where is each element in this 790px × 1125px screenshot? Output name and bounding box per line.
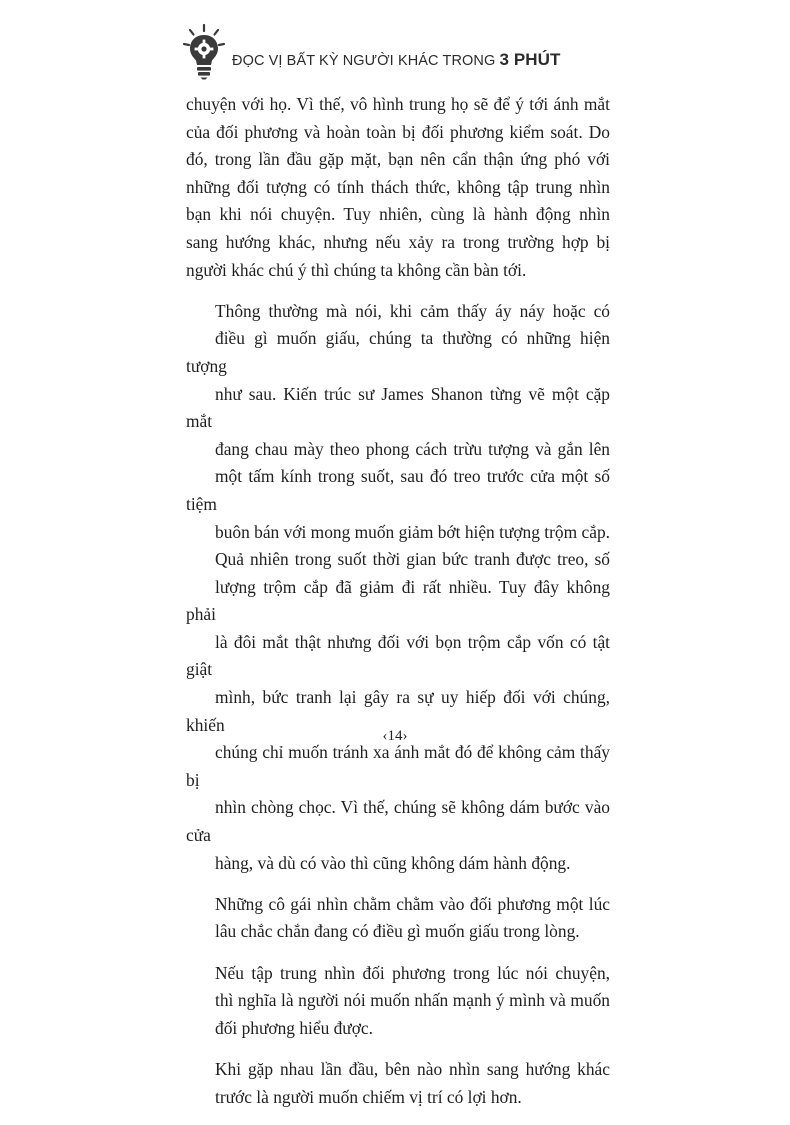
text-line: bạn khi nói chuyện. Tuy nhiên, cùng là hành động nhìn: [186, 204, 610, 225]
text-line: một tấm kính trong suốt, sau đó treo trước cửa một số tiệm: [186, 466, 610, 514]
header-title-emphasis: 3 PHÚT: [499, 50, 561, 69]
text-line: mình, bức tranh lại gây ra sự uy hiếp đối với chúng, khiến: [186, 687, 610, 735]
text-line: chúng chỉ muốn tránh xa ánh mắt đó để không cảm thấy bị: [186, 742, 610, 790]
text-line: những đối tượng có tính thách thức, không tập trung nhìn: [186, 176, 610, 197]
text-line: đó, trong lần đầu gặp mặt, bạn nên cẩn thận ứng phó với: [186, 149, 610, 170]
text-line: là đôi mắt thật nhưng đối với bọn trộm cắp vốn có tật giật: [186, 631, 610, 680]
text-line: người khác chú ý thì chúng ta không cần bàn tới.: [186, 259, 527, 280]
text-line: Những cô gái nhìn chằm chằm vào đối phương một lúc: [215, 893, 610, 914]
text-line: nhìn chòng chọc. Vì thế, chúng sẽ không dám bước vào cửa: [186, 797, 610, 846]
text-line: thì nghĩa là người nói muốn nhấn mạnh ý mình và muốn: [215, 990, 610, 1011]
page-number-value: 14: [387, 728, 403, 744]
header-title: [232, 50, 561, 70]
text-line: chuyện với họ. Vì thế, vô hình trung họ sẽ để ý tới ánh mắt: [186, 94, 610, 114]
text-line: Nếu tập trung nhìn đối phương trong lúc nói chuyện,: [215, 962, 610, 983]
paragraph: [186, 91, 610, 284]
text-line: của đối phương và hoàn toàn bị đối phương kiểm soát. Do: [186, 121, 610, 142]
paragraph: [186, 298, 610, 877]
paragraph: [186, 960, 610, 1043]
text-line: đối phương hiểu được.: [215, 1017, 373, 1038]
text-line: lượng trộm cắp đã giảm đi rất nhiều. Tuy đây không phải: [186, 576, 610, 625]
header-title-main: ĐỌC VỊ BẤT KỲ NGƯỜI KHÁC TRONG: [232, 53, 500, 69]
body-text: [186, 91, 610, 1125]
text-line: như sau. Kiến trúc sư James Shanon từng vẽ một cặp mắt: [186, 383, 610, 432]
text-line: điều gì muốn giấu, chúng ta thường có những hiện tượng: [186, 328, 610, 376]
text-line: sang hướng khác, nhưng nếu xảy ra trong trường hợp bị: [186, 231, 610, 252]
text-line: hàng, và dù có vào thì cũng không dám hành động.: [215, 852, 571, 873]
text-line: buôn bán với mong muốn giảm bớt hiện tượng trộm cắp.: [215, 521, 610, 542]
text-line: đang chau mày theo phong cách trừu tượng và gắn lên: [215, 438, 610, 459]
text-line: trước là người muốn chiếm vị trí có lợi hơn.: [215, 1086, 522, 1107]
text-line: Khi gặp nhau lần đầu, bên nào nhìn sang hướng khác: [215, 1058, 610, 1079]
text-line: Quả nhiên trong suốt thời gian bức tranh được treo, số: [215, 549, 610, 570]
text-line: lâu chắc chắn đang có điều gì muốn giấu trong lòng.: [215, 921, 580, 942]
running-header: [180, 22, 600, 82]
page-number: ‹14›: [382, 728, 408, 744]
text-line: Thông thường mà nói, khi cảm thấy áy náy hoặc có: [215, 300, 610, 321]
lightbulb-gear-icon: [180, 22, 228, 80]
paragraph: [186, 891, 610, 946]
paragraph: [186, 1056, 610, 1111]
